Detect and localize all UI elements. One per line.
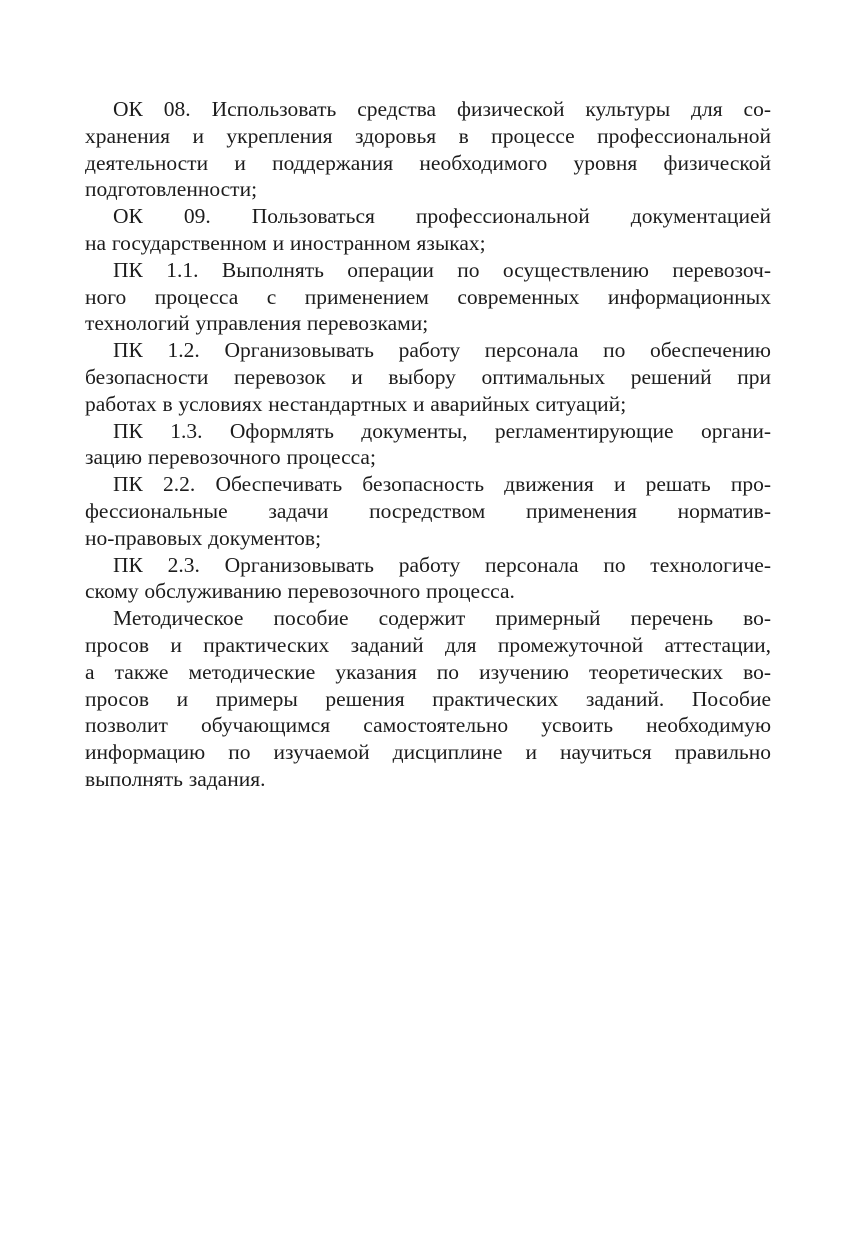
paragraph — [85, 96, 771, 203]
text-line: а также методические указания по изучению теоретических во- — [85, 659, 771, 684]
text-line: скому обслуживанию перевозочного процесса. — [85, 579, 515, 604]
text-line: информацию по изучаемой дисциплине и научиться правильно — [85, 740, 771, 765]
text-line: ПК 2.2. Обеспечивать безопасность движения и решать про- — [113, 472, 771, 497]
paragraph — [85, 552, 771, 606]
text-line: просов и примеры решения практических заданий. Пособие — [85, 686, 771, 711]
paragraph — [85, 203, 771, 257]
text-line: фессиональные задачи посредством применения норматив- — [85, 498, 771, 523]
text-line: ПК 1.2. Организовывать работу персонала по обеспечению — [113, 338, 771, 363]
paragraph — [85, 337, 771, 417]
text-line: зацию перевозочного процесса; — [85, 445, 376, 470]
text-line: на государственном и иностранном языках; — [85, 230, 486, 255]
page-text-block — [85, 96, 771, 793]
paragraph — [85, 418, 771, 472]
text-line: ОК 08. Использовать средства физической культуры для со- — [113, 97, 771, 121]
text-line: работах в условиях нестандартных и аварийных ситуаций; — [85, 391, 627, 416]
text-line: подготовленности; — [85, 177, 258, 202]
paragraph — [85, 257, 771, 337]
text-line: ОК 09. Пользоваться профессиональной документацией — [113, 204, 771, 229]
text-line: но-правовых документов; — [85, 525, 322, 550]
text-line: безопасности перевозок и выбору оптимальных решений при — [85, 364, 771, 389]
paragraph — [85, 471, 771, 551]
text-line: выполнять задания. — [85, 766, 266, 791]
text-line: деятельности и поддержания необходимого уровня физической — [85, 150, 771, 175]
text-line: ПК 1.3. Оформлять документы, регламентирующие органи- — [113, 418, 771, 443]
paragraph — [85, 605, 771, 793]
text-line: позволит обучающимся самостоятельно усвоить необходимую — [85, 713, 771, 738]
text-line: хранения и укрепления здоровья в процессе профессиональной — [85, 123, 771, 148]
text-line: ПК 2.3. Организовывать работу персонала по технологиче- — [113, 552, 771, 577]
text-line: просов и практических заданий для промежуточной аттестации, — [85, 632, 771, 657]
text-line: Методическое пособие содержит примерный перечень во- — [113, 606, 771, 631]
text-line: ПК 1.1. Выполнять операции по осуществлению перевозоч- — [113, 257, 771, 282]
text-line: технологий управления перевозками; — [85, 311, 429, 336]
text-line: ного процесса с применением современных информационных — [85, 284, 771, 309]
